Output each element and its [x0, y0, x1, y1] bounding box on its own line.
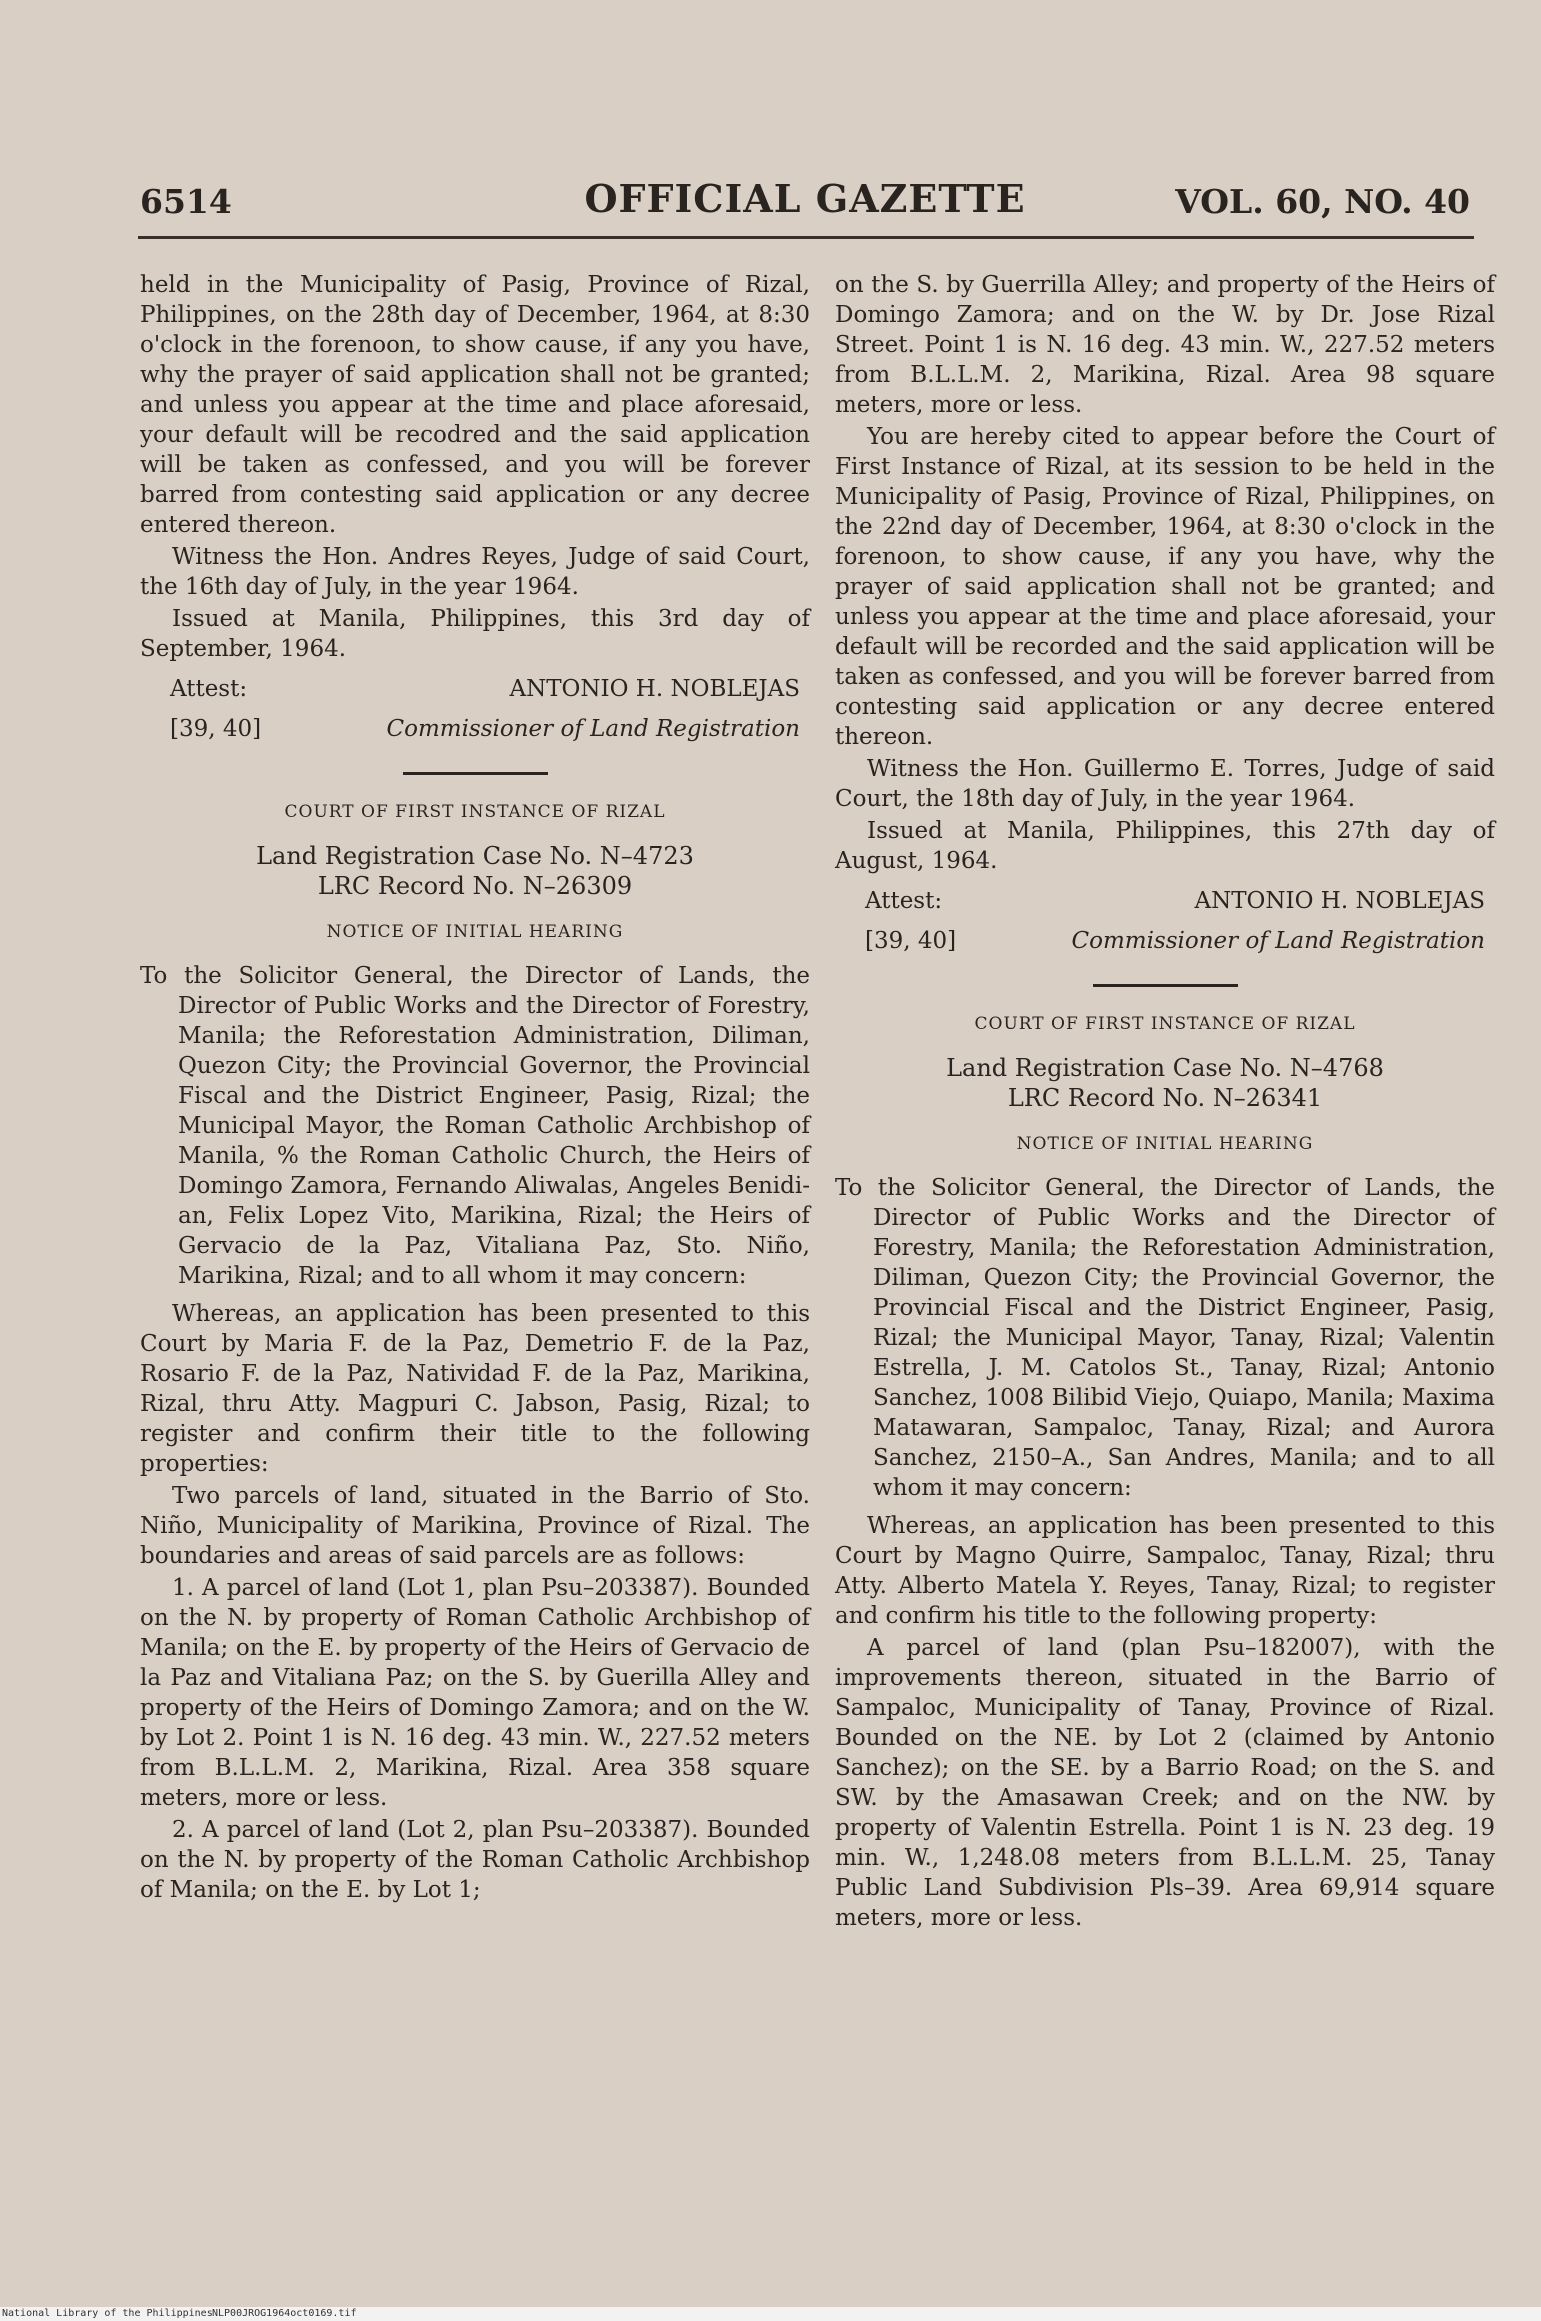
right-column [835, 270, 1495, 1935]
publication-title: OFFICIAL GAZETTE [584, 176, 1026, 221]
volume-number: VOL. 60, NO. 40 [1175, 182, 1470, 221]
paragraph: Two parcels of land, situated in the Barrio of Sto. Niño, Municipality of Marikina, Province of Rizal. The boundaries and areas of said parcels are as follows: [140, 1483, 810, 1569]
section-divider [403, 772, 548, 775]
paragraph: You are hereby cited to appear before the Court of First Instance of Rizal, at its session to be held in the Municipality of Pasig, Province of Rizal, Philippines, on the 22nd day of December, 1964, at 8:30 o'clock in the forenoon, to show cause, if any you have, why the prayer of said application shall not be granted; and unless you appear at the time and place aforesaid, your default will be recorded and the said application will be taken as confessed, and you will be forever barred from contesting said application or any decree entered thereon. [835, 424, 1495, 750]
scan-footer [0, 2307, 1541, 2321]
paragraph: 1. A parcel of land (Lot 1, plan Psu–203387). Bounded on the N. by property of Roman Catholic Archbishop of Manila; on the E. by property of the Heirs of Gervacio de la Paz and Vitaliana Paz; on the S. by Guerilla Alley and property of the Heirs of Domingo Zamora; and on the W. by Lot 2. Point 1 is N. 16 deg. 43 min. W., 227.52 meters from B.L.L.M. 2, Marikina, Rizal. Area 358 square meters, more or less. [140, 1575, 810, 1811]
paragraph: held in the Municipality of Pasig, Province of Rizal, Philippines, on the 28th day of December, 1964, at 8:30 o'clock in the forenoon, to show cause, if any you have, why the prayer of said application shall not be granted; and unless you appear at the time and place aforesaid, your default will be recodred and the said application will be taken as confessed, and you will be forever barred from contesting said application or any decree entered thereon. [140, 272, 810, 538]
filename-label: NLP00JROG1964oct0169.tif [212, 2308, 357, 2319]
attest-name: ANTONIO H. NOBLEJAS [509, 676, 800, 702]
attest-label: Attest: [170, 676, 248, 702]
page-number: 6514 [140, 182, 232, 221]
left-column [140, 270, 810, 1907]
attest-block [140, 714, 810, 744]
attest-block [140, 674, 810, 704]
section-divider [1093, 984, 1238, 987]
lrc-record: LRC Record No. N–26309 [317, 872, 633, 900]
paragraph: Witness the Hon. Andres Reyes, Judge of said Court, the 16th day of July, in the year 1964. [140, 544, 810, 600]
paragraph: Witness the Hon. Guillermo E. Torres, Judge of said Court, the 18th day of July, in the year 1964. [835, 756, 1495, 812]
page-header [140, 176, 1470, 236]
paragraph: on the S. by Guerrilla Alley; and property of the Heirs of Domingo Zamora; and on the W. by Dr. Jose Rizal Street. Point 1 is N. 16 deg. 43 min. W., 227.52 meters from B.L.L.M. 2, Marikina, Rizal. Area 98 square meters, more or less. [835, 272, 1495, 418]
court-heading: COURT OF FIRST INSTANCE OF RIZAL [974, 1014, 1356, 1034]
paragraph: 2. A parcel of land (Lot 2, plan Psu–203387). Bounded on the N. by property of the Roman Catholic Archbishop of Manila; on the E. by Lot 1; [140, 1817, 810, 1903]
header-rule [138, 236, 1474, 239]
source-label: National Library of the Philippines [2, 2308, 213, 2319]
attest-name: ANTONIO H. NOBLEJAS [1194, 888, 1485, 914]
lrc-record: LRC Record No. N–26341 [1007, 1084, 1323, 1112]
notice-heading: NOTICE OF INITIAL HEARING [1016, 1134, 1314, 1154]
addressees: To the Solicitor General, the Director of Lands, the Director of Public Works and the Director of Forestry, Manila; the Reforestation Administration, Diliman, Quezon City; the Provincial Governor, the Provincial Fiscal and the District Engineer, Pasig, Rizal; the Municipal Mayor, the Roman Catholic Archbishop of Manila, % the Roman Catholic Church, the Heirs of Domingo Zamora, Fernando Aliwalas, Angeles Benidi-an, Felix Lopez Vito, Marikina, Rizal; the Heirs of Gervacio de la Paz, Vitaliana Paz, Sto. Niño, Marikina, Rizal; and to all whom it may concern: [140, 963, 810, 1289]
case-number: Land Registration Case No. N–4768 [946, 1054, 1384, 1082]
court-heading: COURT OF FIRST INSTANCE OF RIZAL [284, 802, 666, 822]
paragraph: Whereas, an application has been presented to this Court by Magno Quirre, Sampaloc, Tanay, Rizal; thru Atty. Alberto Matela Y. Reyes, Tanay, Rizal; to register and confirm his title to the following property: [835, 1513, 1495, 1629]
attest-title: Commissioner of Land Registration [386, 716, 800, 742]
paragraph: Issued at Manila, Philippines, this 3rd day of September, 1964. [140, 606, 810, 662]
attest-label: Attest: [865, 888, 943, 914]
paragraph: A parcel of land (plan Psu–182007), with the improvements thereon, situated in the Barrio of Sampaloc, Municipality of Tanay, Province of Rizal. Bounded on the NE. by Lot 2 (claimed by Antonio Sanchez); on the SE. by a Barrio Road; on the S. and SW. by the Amasawan Creek; and on the NW. by property of Valentin Estrella. Point 1 is N. 23 deg. 19 min. W., 1,248.08 meters from B.L.L.M. 25, Tanay Public Land Subdivision Pls–39. Area 69,914 square meters, more or less. [835, 1635, 1495, 1931]
attest-block [835, 926, 1495, 956]
attest-ref: [39, 40] [865, 928, 957, 954]
paragraph: Issued at Manila, Philippines, this 27th day of August, 1964. [835, 818, 1495, 874]
addressees: To the Solicitor General, the Director of Lands, the Director of Public Works and the Director of Forestry, Manila; the Reforestation Administration, Diliman, Quezon City; the Provincial Governor, the Provincial Fiscal and the District Engineer, Pasig, Rizal; the Municipal Mayor, Tanay, Rizal; Valentin Estrella, J. M. Catolos St., Tanay, Rizal; Antonio Sanchez, 1008 Bilibid Viejo, Quiapo, Manila; Maxima Matawaran, Sampaloc, Tanay, Rizal; and Aurora Sanchez, 2150–A., San Andres, Manila; and to all whom it may concern: [835, 1175, 1495, 1501]
attest-block [835, 886, 1495, 916]
notice-heading: NOTICE OF INITIAL HEARING [326, 922, 624, 942]
paragraph: Whereas, an application has been presented to this Court by Maria F. de la Paz, Demetrio F. de la Paz, Rosario F. de la Paz, Natividad F. de la Paz, Marikina, Rizal, thru Atty. Magpuri C. Jabson, Pasig, Rizal; to register and confirm their title to the following properties: [140, 1301, 810, 1477]
attest-ref: [39, 40] [170, 716, 262, 742]
case-number: Land Registration Case No. N–4723 [256, 842, 694, 870]
attest-title: Commissioner of Land Registration [1071, 928, 1485, 954]
